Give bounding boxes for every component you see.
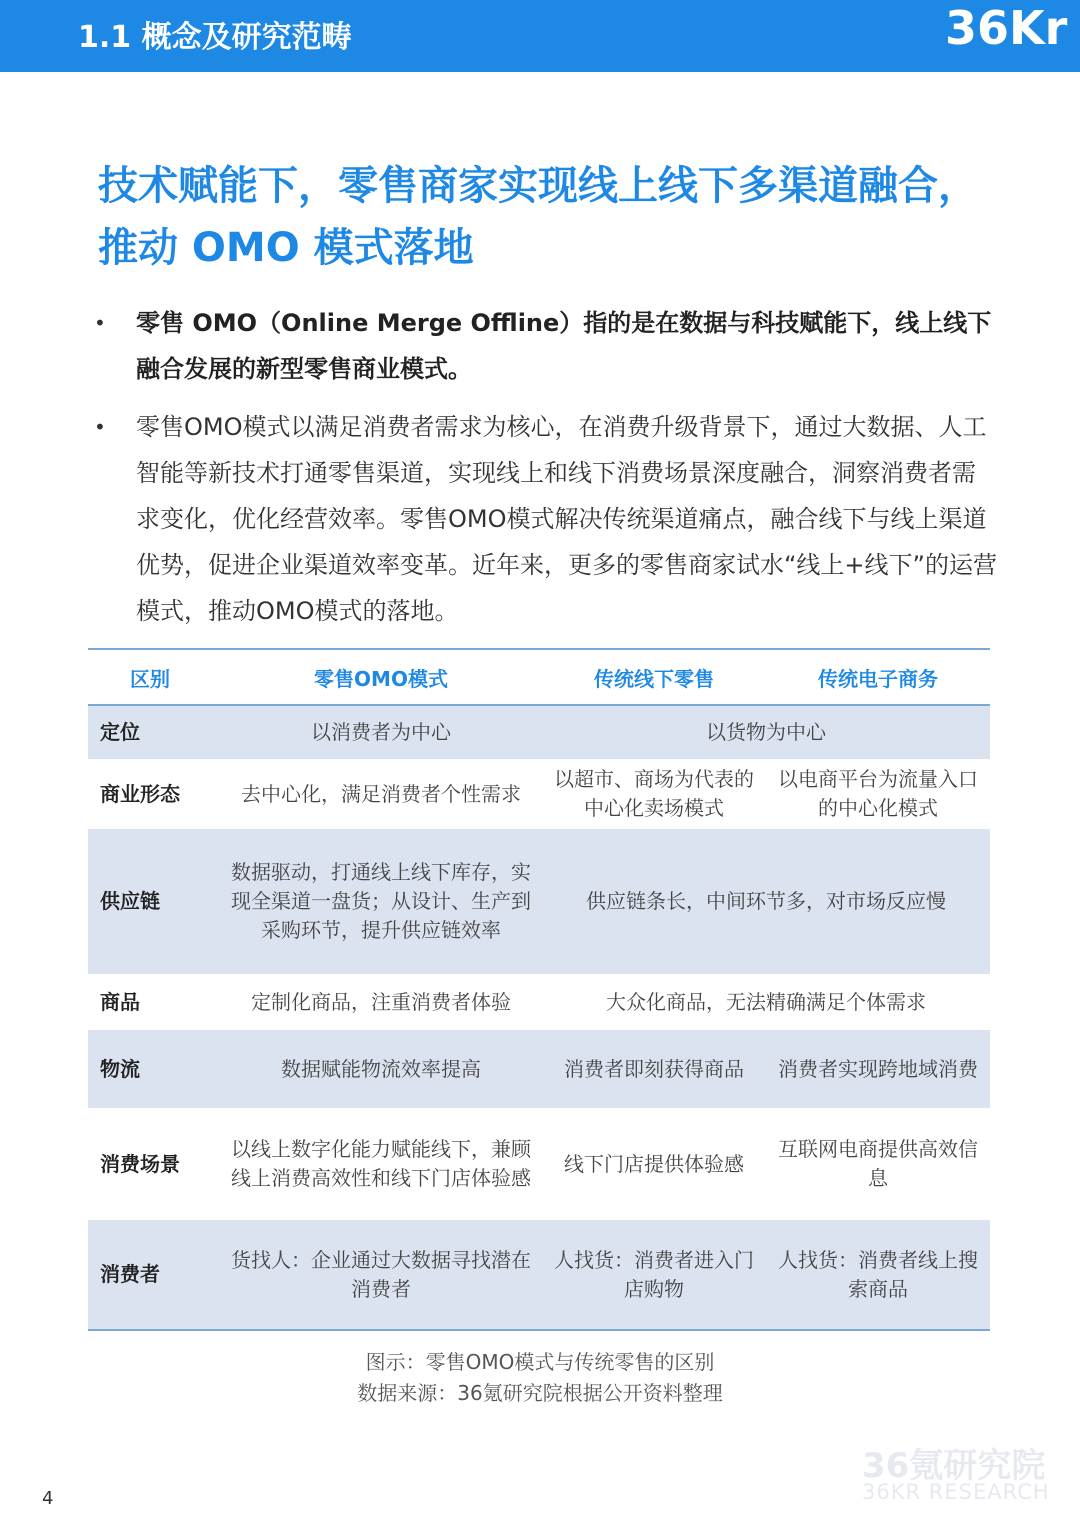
- main-heading: 技术赋能下，零售商家实现线上线下多渠道融合，推动 OMO 模式落地: [98, 163, 978, 271]
- 36kr-logo: [945, 0, 1080, 72]
- bullet-dot: •: [94, 415, 106, 439]
- section-title: 1.1 概念及研究范畴: [78, 20, 352, 55]
- table-row: [88, 759, 990, 829]
- table-cell: 货找人：企业通过大数据寻找潜在消费者: [220, 1220, 542, 1330]
- bullet-list: [92, 300, 997, 634]
- bullet-dot: •: [94, 311, 106, 335]
- table-header-row: [88, 649, 990, 705]
- table-cell: 以线上数字化能力赋能线下，兼顾线上消费高效性和线下门店体验感: [231, 1137, 531, 1190]
- watermark-cn: 36氪研究院: [862, 1446, 1046, 1486]
- table-cell: 人找货：消费者进入门店购物: [542, 1220, 766, 1330]
- bullet-item: [92, 300, 997, 392]
- table-cell: 数据驱动，打通线上线下库存，实现全渠道一盘货；从设计、生产到采购环节，提升供应链效率: [220, 829, 542, 974]
- 36kr-logo-text: 36Kr: [945, 1, 1068, 55]
- column-header: 区别: [88, 649, 220, 705]
- table-cell: 人找货：消费者线上搜索商品: [766, 1220, 990, 1330]
- row-label: 商品: [100, 989, 140, 1014]
- column-header: 零售OMO模式: [220, 649, 542, 705]
- row-label: 定位: [88, 705, 220, 759]
- table-cell: 大众化商品，无法精确满足个体需求: [606, 989, 926, 1014]
- column-header: 传统线下零售: [542, 649, 766, 705]
- table-cell: 定制化商品，注重消费者体验: [251, 989, 511, 1014]
- table-cell: 消费者实现跨地域消费: [766, 1030, 990, 1108]
- source-note: 数据来源：36氪研究院根据公开资料整理: [357, 1381, 723, 1405]
- row-label: 商业形态: [100, 781, 180, 806]
- bullet-text: 零售 OMO（Online Merge Offline）指的是在数据与科技赋能下，线上线下融合发展的新型零售商业模式。: [136, 309, 992, 383]
- row-label: 消费场景: [100, 1151, 180, 1176]
- table-cell: 线下门店提供体验感: [564, 1151, 744, 1176]
- table-cell: 以货物为中心: [542, 705, 990, 759]
- table-cell: 以电商平台为流量入口的中心化模式: [778, 767, 978, 820]
- bullet-item: [92, 404, 997, 634]
- table-row: [88, 974, 990, 1030]
- bullet-text: 零售OMO模式以满足消费者需求为核心，在消费升级背景下，通过大数据、人工智能等新技术打通零售渠道，实现线上和线下消费场景深度融合，洞察消费者需求变化，优化经营效率。零售OMO模式解决传统渠道痛点，融合线下与线上渠道优势，促进企业渠道效率变革。近年来，更多的零售商家试水“线上+线下”的运营模式，推动OMO模式的落地。: [136, 413, 997, 625]
- table-row: [88, 829, 990, 974]
- table-row: [88, 705, 990, 759]
- table-cell: 以消费者为中心: [220, 705, 542, 759]
- column-header: 传统电子商务: [766, 649, 990, 705]
- table-cell: 数据赋能物流效率提高: [220, 1030, 542, 1108]
- table-row: [88, 1030, 990, 1108]
- table-cell: 以超市、商场为代表的中心化卖场模式: [554, 767, 754, 820]
- row-label: 消费者: [88, 1220, 220, 1330]
- page-number: 4: [42, 1488, 54, 1509]
- header-bar: [0, 0, 1080, 72]
- comparison-table: [88, 648, 990, 1331]
- row-label: 供应链: [88, 829, 220, 974]
- table-row: [88, 1108, 990, 1220]
- figure-caption: 图示：零售OMO模式与传统零售的区别: [365, 1350, 715, 1374]
- watermark-en: 36KR RESEARCH: [862, 1480, 1050, 1504]
- table-cell: 互联网电商提供高效信息: [778, 1137, 978, 1190]
- table-cell: 去中心化，满足消费者个性需求: [241, 781, 521, 806]
- row-label: 物流: [88, 1030, 220, 1108]
- table-cell: 消费者即刻获得商品: [542, 1030, 766, 1108]
- table-cell: 供应链条长，中间环节多，对市场反应慢: [542, 829, 990, 974]
- table-row: [88, 1220, 990, 1330]
